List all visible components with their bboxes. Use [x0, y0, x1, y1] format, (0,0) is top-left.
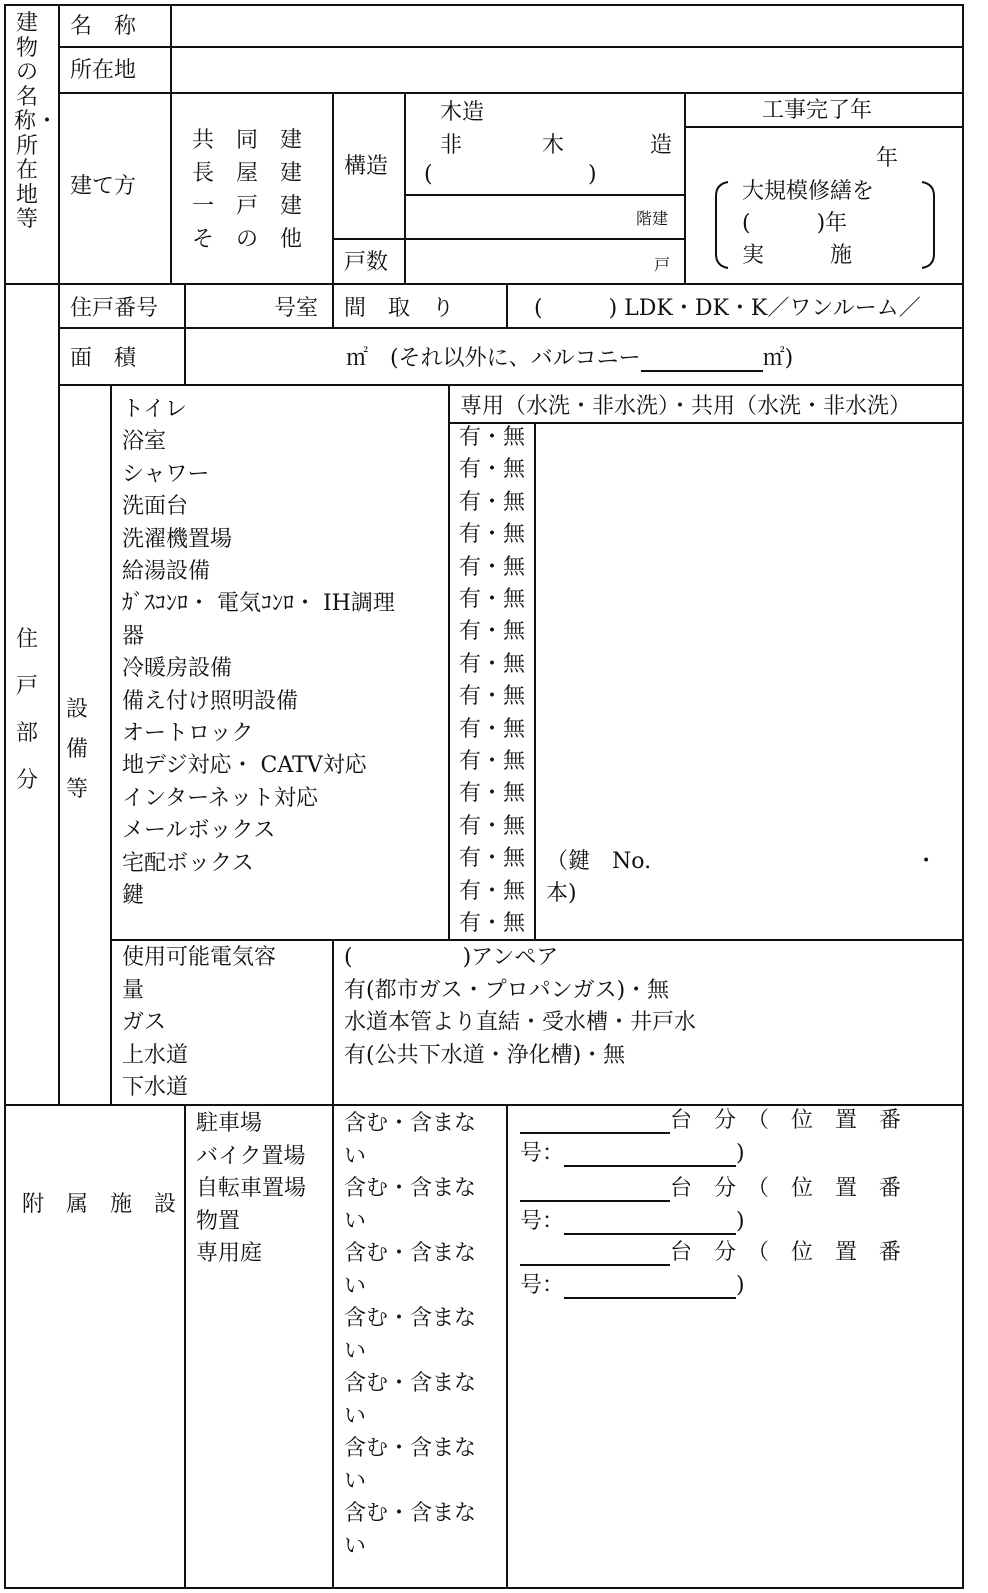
structure-ki: 木 [542, 133, 565, 158]
border-left [4, 4, 6, 1589]
address-label: 所在地 [70, 58, 137, 83]
parking-slot-1 [520, 1108, 901, 1134]
slot-count-blank[interactable] [520, 1242, 670, 1266]
area-value-text: ㎡ (それ以外に、バルコニー [346, 346, 641, 371]
renovation-line: 実 施 [742, 243, 853, 268]
name-label: 名 称 [70, 14, 137, 39]
rule-completion-header [684, 126, 964, 128]
slot-close: ) [736, 1141, 745, 1166]
area-value [346, 346, 793, 372]
toilet-options: 専用（水洗・非水洗）・共用（水洗・非水洗） [460, 394, 912, 419]
border-top [4, 4, 964, 6]
build-type-option: 共 同 建 [192, 128, 303, 153]
rule-room-label [184, 283, 186, 386]
include-options: 含む・含まな い 含む・含まな い 含む・含まな い 含む・含まな い 含む・含まな い 含む・含まな い 含む・含まな い [344, 1111, 477, 1559]
room-unit: 号室 [274, 296, 319, 321]
room-no-label: 住戸番号 [70, 296, 159, 321]
balcony-area-blank[interactable] [641, 348, 763, 372]
area-label: 面 積 [70, 346, 137, 371]
rule-room-bottom [58, 327, 964, 329]
slot-unit: 台 分 （ 位 置 番 [670, 1176, 902, 1201]
bracket-right-icon [918, 180, 938, 270]
layout-value: ( ) LDK・DK・K／ワンルーム／ [534, 296, 921, 321]
structure-paren-close: ) [588, 162, 597, 187]
rule-facility-label [184, 1104, 186, 1589]
rule-area-bottom [58, 384, 964, 386]
equipment-label: 設備等 [65, 697, 88, 802]
structure-label: 構造 [344, 154, 389, 179]
border-bottom [4, 1587, 964, 1589]
rule-toilet-bottom [448, 422, 964, 424]
parking-slot-3 [520, 1240, 901, 1266]
parking-slot-2 [520, 1176, 901, 1202]
slot-count-blank[interactable] [520, 1110, 670, 1134]
rule-room-value [332, 283, 334, 329]
completion-year: 年 [876, 146, 899, 171]
area-value-end: ㎡) [762, 346, 794, 371]
parking-slot-3-no [520, 1273, 745, 1299]
rule-buildtype-right [332, 92, 334, 285]
rule-utility-label [332, 939, 334, 1589]
structure-paren-open: ( [424, 162, 433, 187]
slot-no-label: 号： [520, 1273, 565, 1298]
rule-structure-mid [404, 194, 684, 196]
equipment-items: トイレ 浴室 シャワー 洗面台 洗濯機置場 給湯設備 ｶﾞｽｺﾝﾛ・ 電気ｺﾝﾛ・ IH調理 器 冷暖房設備 備え付け照明設備 オートロック 地デジ対応・ CATV対応 インターネット対応 メールボックス 宅配ボックス 鍵 [122, 397, 395, 909]
rule-yesno-right [534, 422, 536, 941]
slot-count-blank[interactable] [520, 1178, 670, 1202]
structure-zo: 造 [650, 133, 673, 158]
key-note: （鍵 No. ・ 本) [546, 849, 938, 907]
rule-utility-top [110, 939, 964, 941]
rule-building-bottom [4, 283, 964, 285]
rule-name-bottom [58, 46, 964, 48]
yes-no-options: 有・無 有・無 有・無 有・無 有・無 有・無 有・無 有・無 有・無 有・無 有・無 有・無 有・無 有・無 有・無 有・無 [459, 425, 526, 937]
utility-values: ( )アンペア 有(都市ガス・プロパンガス)・無 水道本管より直結・受水槽・井戸水 有(公共下水道・浄化槽)・無 [344, 945, 697, 1068]
rule-completion-left [684, 92, 686, 285]
slot-no-blank[interactable] [564, 1143, 736, 1167]
rule-structure-label [404, 92, 406, 285]
slot-no-label: 号： [520, 1141, 565, 1166]
build-type-option: そ の 他 [192, 227, 303, 252]
unit-side-label: 住戸部分 [15, 627, 38, 793]
slot-no-blank[interactable] [564, 1211, 736, 1235]
slot-no-label: 号： [520, 1209, 565, 1234]
layout-label: 間 取 り [344, 296, 455, 321]
rule-side-label [58, 4, 60, 1106]
renovation-line: ( )年 [742, 211, 848, 236]
slot-no-blank[interactable] [564, 1275, 736, 1299]
slot-unit: 台 分 （ 位 置 番 [670, 1240, 902, 1265]
rule-equipment-label [110, 384, 112, 1106]
border-right [962, 4, 964, 1589]
rule-include-right [506, 1104, 508, 1589]
build-type-option: 長 屋 建 [192, 161, 303, 186]
structure-non: 非 [440, 133, 463, 158]
facilities-label: 附 属 施 設 [22, 1192, 177, 1217]
parking-slot-2-no [520, 1209, 745, 1235]
build-type-option: 一 戸 建 [192, 194, 303, 219]
floors-unit: 階建 [636, 209, 669, 228]
bracket-left-icon [712, 180, 732, 270]
structure-wood: 木造 [440, 100, 485, 125]
rule-layout-label [506, 283, 508, 329]
slot-close: ) [736, 1273, 745, 1298]
parking-slot-1-no [520, 1141, 745, 1167]
units-label: 戸数 [344, 250, 389, 275]
units-unit: 戸 [654, 255, 671, 274]
rule-address-bottom [58, 92, 964, 94]
slot-unit: 台 分 （ 位 置 番 [670, 1108, 902, 1133]
building-side-label: 建物の名称・所在地等 [14, 11, 59, 232]
completion-label: 工事完了年 [762, 98, 873, 123]
facility-items: 駐車場 バイク置場 自転車置場 物置 専用庭 [196, 1111, 307, 1266]
build-type-label: 建て方 [70, 174, 137, 199]
utility-items: 使用可能電気容 量 ガス 上水道 下水道 [122, 945, 277, 1100]
rule-label-col [170, 4, 172, 285]
renovation-line: 大規模修繕を [742, 179, 875, 204]
rule-equipment-items [448, 384, 450, 941]
slot-close: ) [736, 1209, 745, 1234]
rule-units-top [332, 238, 684, 240]
